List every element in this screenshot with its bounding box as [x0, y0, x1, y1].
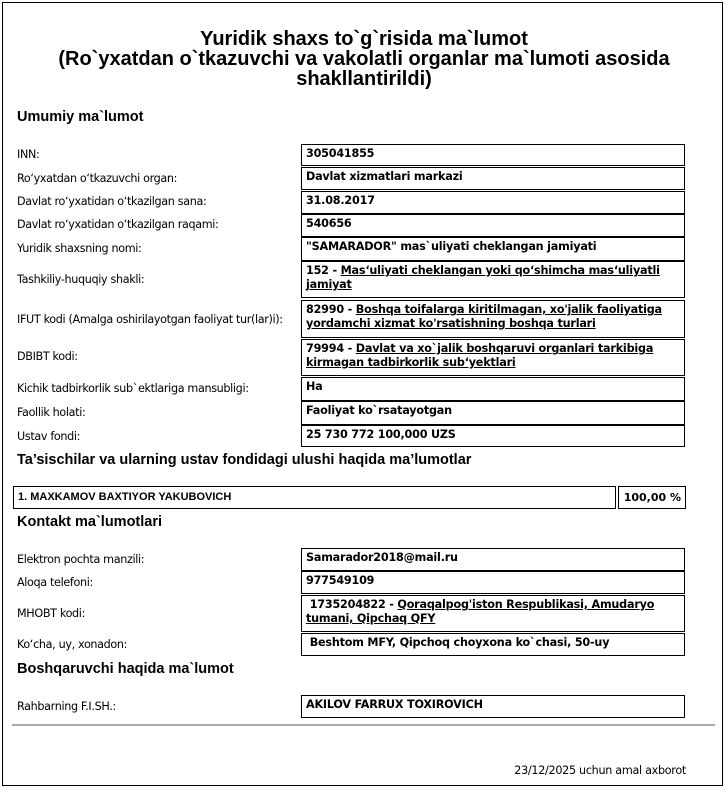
ifut-link[interactable]: Boshqa toifalarga kiritilmagan, xo'jalik faoliyatiga yordamchi xizmat ko'rsatishning boshqa turlari	[306, 303, 662, 330]
value-entity-name: "SAMARADOR" mas`uliyati cheklangan jamiyati	[301, 237, 685, 261]
label-activity-status: Faollik holati:	[17, 406, 86, 419]
value-mhobt-code: 1735204822 - Qoraqalpog'iston Respublikasi, Amudaryo tumani, Qipchaq QFY	[301, 595, 685, 632]
label-email: Elektron pochta manzili:	[17, 553, 145, 566]
value-legal-form: 152 - Mas‘uliyati cheklangan yoki qo‘shimcha mas‘uliyatli jamiyat	[301, 261, 685, 298]
value-small-business: Ha	[301, 377, 685, 401]
label-registration-date: Davlat ro‘yxatidan o‘tkazilgan sana:	[17, 195, 207, 208]
label-registration-number: Davlat ro‘yxatidan o‘tkazilgan raqami:	[17, 218, 219, 231]
divider	[12, 724, 715, 726]
street-address-text: Beshtom MFY, Qipchoq choyxona ko`chasi, 50-uy	[309, 636, 610, 649]
value-street-address	[301, 633, 685, 656]
mhobt-link[interactable]: Qoraqalpog'iston Respublikasi, Amudaryo tumani, Qipchaq QFY	[306, 598, 655, 625]
dbibt-code: 79994	[306, 342, 344, 355]
value-inn: 305041855	[301, 144, 685, 166]
label-street-address: Ko‘cha, uy, xonadon:	[17, 638, 128, 651]
title-line-3: shakllantirildi)	[296, 68, 432, 90]
founder-name: 1. MAXKAMOV BAXTIYOR YAKUBOVICH	[13, 486, 616, 509]
value-registration-date: 31.08.2017	[301, 191, 685, 214]
value-activity-status: Faoliyat ko`rsatayotgan	[301, 401, 685, 425]
value-email[interactable]: Samarador2018@mail.ru	[301, 548, 685, 571]
label-registering-body: Ro‘yxatdan o‘tkazuvchi organ:	[17, 172, 178, 185]
founder-share: 100,00 %	[618, 486, 686, 509]
value-ifut-code: 82990 - Boshqa toifalarga kiritilmagan, xo'jalik faoliyatiga yordamchi xizmat ko'rsatishning boshqa turlari	[301, 300, 685, 338]
label-director-name: Rahbarning F.I.SH.:	[17, 700, 116, 713]
label-mhobt-code: MHOBT kodi:	[17, 607, 85, 620]
section-heading-general: Umumiy ma`lumot	[17, 109, 144, 125]
ifut-code: 82990	[306, 303, 344, 316]
section-heading-contacts: Kontakt ma`lumotlari	[17, 514, 163, 530]
label-inn: INN:	[17, 148, 40, 161]
value-registering-body: Davlat xizmatlari markazi	[301, 167, 685, 190]
section-heading-founders: Ta’sischilar va ularning ustav fondidagi ulushi haqida ma’lumotlar	[17, 452, 472, 468]
label-dbibt-code: DBIBT kodi:	[17, 350, 78, 363]
value-phone: 977549109	[301, 571, 685, 594]
label-phone: Aloqa telefoni:	[17, 576, 93, 589]
value-registration-number: 540656	[301, 214, 685, 237]
title-line-1: Yuridik shaxs to`g`risida ma`lumot	[200, 28, 528, 50]
label-ifut-code: IFUT kodi (Amalga oshirilayotgan faoliyat tur(lar)i):	[17, 313, 283, 326]
mhobt-code: 1735204822	[309, 598, 386, 611]
value-charter-capital: 25 730 772 100,000 UZS	[301, 425, 685, 447]
legal-form-link[interactable]: Mas‘uliyati cheklangan yoki qo‘shimcha mas‘uliyatli jamiyat	[306, 264, 660, 291]
dbibt-link[interactable]: Davlat va xo`jalik boshqaruvi organlari tarkibiga kirmagan tadbirkorlik sub‘yektlari	[306, 342, 654, 369]
label-small-business: Kichik tadbirkorlik sub`ektlariga mansubligi:	[17, 382, 249, 395]
section-heading-manager: Boshqaruvchi haqida ma`lumot	[17, 661, 234, 677]
title-line-2: (Ro`yxatdan o`tkazuvchi va vakolatli organlar ma`lumoti asosida	[58, 48, 670, 70]
value-director-name: AKILOV FARRUX TOXIROVICH	[301, 695, 685, 718]
legal-form-code: 152	[306, 264, 329, 277]
label-legal-form: Tashkiliy-huquqiy shakli:	[17, 273, 145, 286]
label-charter-capital: Ustav fondi:	[17, 430, 81, 443]
label-entity-name: Yuridik shaxsning nomi:	[17, 242, 142, 255]
footer-date-note: 23/12/2025 uchun amal axborot	[514, 764, 686, 777]
value-dbibt-code: 79994 - Davlat va xo`jalik boshqaruvi organlari tarkibiga kirmagan tadbirkorlik sub‘yektlari	[301, 339, 685, 376]
page-title	[0, 29, 728, 89]
